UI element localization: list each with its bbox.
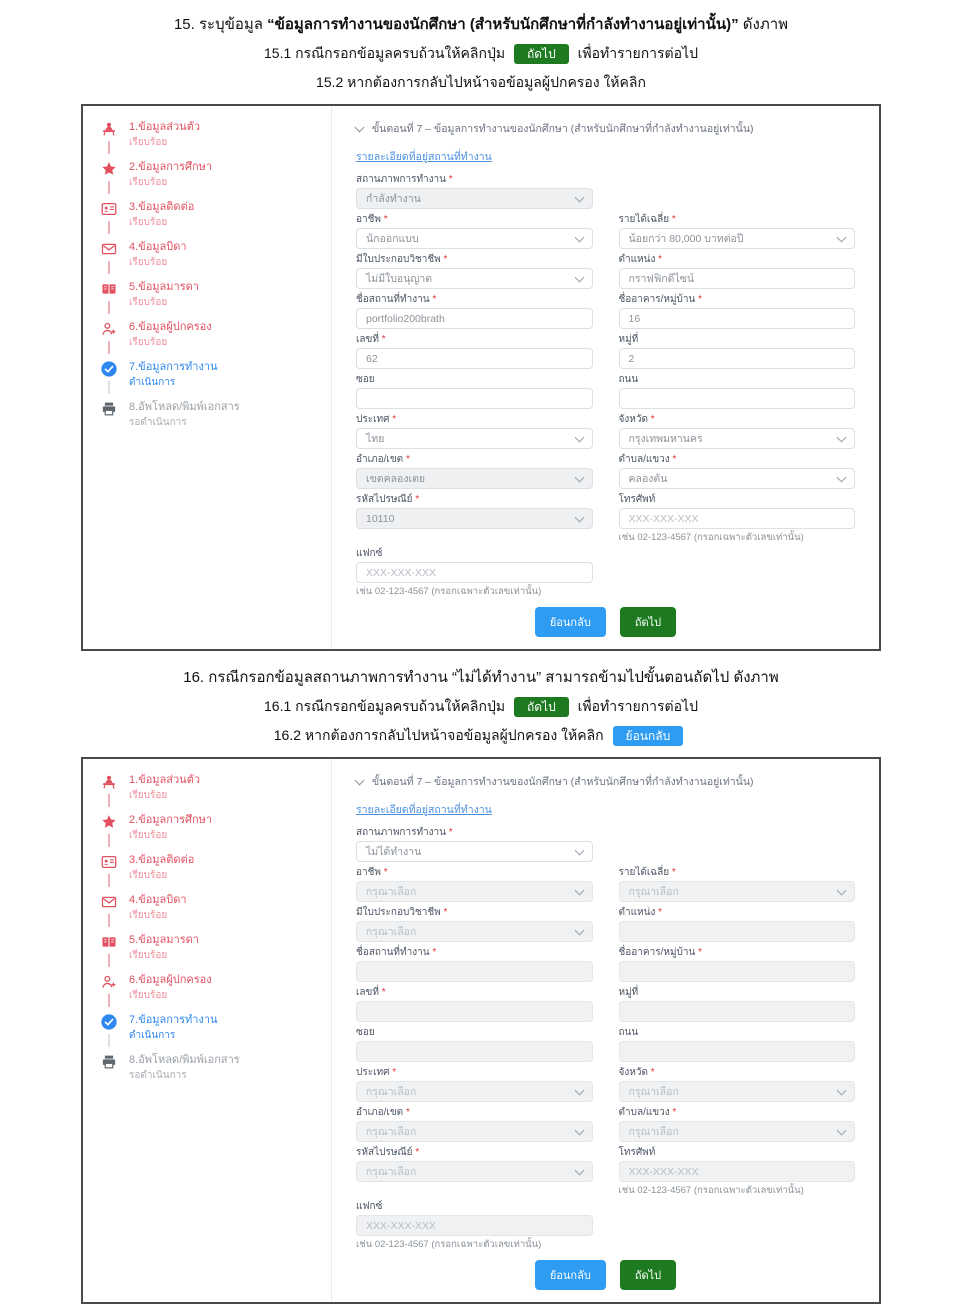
step-title: 4.ข้อมูลบิดา xyxy=(129,241,187,253)
status-select[interactable]: กำลังทำงาน xyxy=(356,188,593,209)
required-asterisk: * xyxy=(698,294,703,305)
required-asterisk: * xyxy=(443,254,448,265)
step-title: 3.ข้อมูลติดต่อ xyxy=(129,854,195,866)
step-status: เรียบร้อย xyxy=(129,910,168,921)
chevron-down-icon xyxy=(574,272,584,282)
workplace-input[interactable] xyxy=(356,308,593,329)
work-info-form xyxy=(332,106,879,649)
field-label: ประเทศ * xyxy=(356,1067,397,1078)
chevron-down-icon xyxy=(574,925,584,935)
required-asterisk: * xyxy=(658,254,663,265)
instruction-16-1 xyxy=(0,696,962,718)
field-license xyxy=(356,907,593,942)
check-circle-icon xyxy=(100,1013,118,1031)
step-title: 1.ข้อมูลส่วนตัว xyxy=(129,121,201,133)
postcode-select[interactable]: กรุณาเลือก xyxy=(356,1161,593,1182)
field-label: มีใบประกอบวิชาชีพ * xyxy=(356,254,448,265)
step-status: ดำเนินการ xyxy=(129,377,176,388)
form-actions xyxy=(356,607,855,637)
phone-input[interactable] xyxy=(619,1161,856,1182)
step-connector xyxy=(108,181,110,194)
district-select[interactable]: กรุณาเลือก xyxy=(356,1121,593,1142)
person-desk-icon xyxy=(100,773,118,791)
field-country xyxy=(356,1067,593,1102)
number-input[interactable] xyxy=(356,348,593,369)
sidebar-step-4[interactable] xyxy=(99,240,323,274)
field-status xyxy=(356,827,855,862)
back-button[interactable]: ย้อนกลับ xyxy=(535,607,606,637)
field-label: หมู่ที่ xyxy=(618,334,639,345)
field-subdistrict xyxy=(619,454,856,489)
field-occupation xyxy=(356,214,593,249)
field-road xyxy=(619,1027,856,1062)
workplace-address-link[interactable]: รายละเอียดที่อยู่สถานที่ทำงาน xyxy=(356,804,492,816)
field-label: แฟกซ์ xyxy=(356,1201,383,1212)
required-asterisk: * xyxy=(672,1107,677,1118)
required-asterisk: * xyxy=(671,214,676,225)
instruction-16-2-text: 16.2 หากต้องการกลับไปหน้าจอข้อมูลผู้ปกครอง ให้คลิก xyxy=(273,727,604,743)
field-label: ตำบล/แขวง * xyxy=(618,1107,677,1118)
step-status: เรียบร้อย xyxy=(129,297,168,308)
subdistrict-select[interactable]: กรุณาเลือก xyxy=(619,1121,856,1142)
check-circle-icon xyxy=(100,360,118,378)
building-input[interactable] xyxy=(619,308,856,329)
instruction-16-text: 16. กรณีกรอกข้อมูลสถานภาพการทำงาน “ไม่ได้ทำงาน” สามารถข้ามไปขั้นตอนถัดไป ดังภาพ xyxy=(183,669,779,686)
field-label: โทรศัพท์ xyxy=(618,1147,656,1158)
required-asterisk: * xyxy=(671,867,676,878)
sidebar-step-4[interactable] xyxy=(99,893,323,927)
field-label: ชื่ออาคาร/หมู่บ้าน * xyxy=(618,947,703,958)
field-label: ชื่อสถานที่ทำงาน * xyxy=(356,947,437,958)
sidebar-step-5[interactable] xyxy=(99,933,323,967)
chevron-down-icon xyxy=(574,885,584,895)
chevron-down-icon xyxy=(837,885,847,895)
required-asterisk: * xyxy=(448,174,453,185)
star-icon xyxy=(100,813,118,831)
status-select[interactable]: ไม่ได้ทำงาน xyxy=(356,841,593,862)
field-workplace xyxy=(356,294,593,329)
occupation-select[interactable]: นักออกแบบ xyxy=(356,228,593,249)
step-title: 2.ข้อมูลการศึกษา xyxy=(129,814,213,826)
required-asterisk: * xyxy=(650,1067,655,1078)
form-fields-grid xyxy=(356,827,855,1290)
number-input[interactable] xyxy=(356,1001,593,1022)
person-plus-icon xyxy=(100,973,118,991)
phone-format-hint: เช่น 02-123-4567 (กรอกเฉพาะตัวเลขเท่านั้น) xyxy=(618,1185,804,1196)
instruction-15-suffix: ดังภาพ xyxy=(742,16,789,33)
field-label: มีใบประกอบวิชาชีพ * xyxy=(356,907,448,918)
step-status: เรียบร้อย xyxy=(129,830,168,841)
required-asterisk: * xyxy=(381,334,386,345)
required-asterisk: * xyxy=(405,1107,410,1118)
step-connector xyxy=(108,834,110,847)
step-title: 1.ข้อมูลส่วนตัว xyxy=(129,774,201,786)
building-input[interactable] xyxy=(619,961,856,982)
field-province xyxy=(619,1067,856,1102)
field-fax xyxy=(356,1201,855,1250)
next-button-illustration: ถัดไป xyxy=(514,697,569,717)
printer-icon xyxy=(100,400,118,418)
sidebar-step-3[interactable] xyxy=(99,853,323,887)
phone-format-hint: เช่น 02-123-4567 (กรอกเฉพาะตัวเลขเท่านั้น) xyxy=(618,532,804,543)
field-road xyxy=(619,374,856,409)
sidebar-step-2[interactable] xyxy=(99,813,323,847)
step-connector xyxy=(108,874,110,887)
step-connector xyxy=(108,221,110,234)
person-desk-icon xyxy=(100,120,118,138)
soi-input[interactable] xyxy=(356,1041,593,1062)
field-number xyxy=(356,987,593,1022)
field-number xyxy=(356,334,593,369)
position-input[interactable] xyxy=(619,268,856,289)
required-asterisk: * xyxy=(432,947,437,958)
sidebar-step-8[interactable] xyxy=(99,400,323,429)
district-select[interactable]: เขตคลองเตย xyxy=(356,468,593,489)
step-title: 7.ข้อมูลการทำงาน xyxy=(129,1014,218,1026)
step-status: เรียบร้อย xyxy=(129,870,168,881)
field-subdistrict xyxy=(619,1107,856,1142)
step-status: เรียบร้อย xyxy=(129,137,168,148)
province-select[interactable]: กรุณาเลือก xyxy=(619,1081,856,1102)
field-occupation xyxy=(356,867,593,902)
workplace-input[interactable] xyxy=(356,961,593,982)
field-label: รายได้เฉลี่ย * xyxy=(618,214,676,225)
moo-input[interactable] xyxy=(619,1001,856,1022)
instruction-15-2-text: 15.2 หากต้องการกลับไปหน้าจอข้อมูลผู้ปกครอง ให้คลิก xyxy=(316,74,646,90)
field-label: ถนน xyxy=(618,374,639,385)
phone-input[interactable] xyxy=(619,508,856,529)
step-title: 4.ข้อมูลบิดา xyxy=(129,894,187,906)
step-connector xyxy=(108,301,110,314)
sidebar-step-7[interactable] xyxy=(99,1013,323,1047)
field-moo xyxy=(619,987,856,1022)
field-workplace xyxy=(356,947,593,982)
required-asterisk: * xyxy=(381,987,386,998)
occupation-select[interactable]: กรุณาเลือก xyxy=(356,881,593,902)
step-status: เรียบร้อย xyxy=(129,177,168,188)
printer-icon xyxy=(100,1053,118,1071)
required-asterisk: * xyxy=(443,907,448,918)
envelope-icon xyxy=(100,893,118,911)
fax-input[interactable] xyxy=(356,1215,593,1236)
next-button[interactable]: ถัดไป xyxy=(620,607,676,637)
field-label: รหัสไปรษณีย์ * xyxy=(356,1147,420,1158)
step-title: 3.ข้อมูลติดต่อ xyxy=(129,201,195,213)
sidebar-step-2[interactable] xyxy=(99,160,323,194)
field-district xyxy=(356,454,593,489)
field-income xyxy=(619,214,856,249)
field-label: ตำแหน่ง * xyxy=(618,907,663,918)
field-label: รหัสไปรษณีย์ * xyxy=(356,494,420,505)
field-label: ถนน xyxy=(618,1027,639,1038)
income-select[interactable]: กรุณาเลือก xyxy=(619,881,856,902)
sidebar-step-3[interactable] xyxy=(99,200,323,234)
step-status: เรียบร้อย xyxy=(129,217,168,228)
field-position xyxy=(619,907,856,942)
chevron-down-icon xyxy=(574,432,584,442)
required-asterisk: * xyxy=(448,827,453,838)
soi-input[interactable] xyxy=(356,388,593,409)
back-button[interactable]: ย้อนกลับ xyxy=(535,1260,606,1290)
chevron-down-icon xyxy=(574,1085,584,1095)
id-card-icon xyxy=(100,200,118,218)
instruction-16 xyxy=(0,665,962,689)
sidebar-step-6[interactable] xyxy=(99,973,323,1007)
instruction-15 xyxy=(0,12,962,36)
road-input[interactable] xyxy=(619,388,856,409)
required-asterisk: * xyxy=(658,907,663,918)
field-phone xyxy=(619,1147,856,1196)
required-asterisk: * xyxy=(650,414,655,425)
person-plus-icon xyxy=(100,320,118,338)
step-status: เรียบร้อย xyxy=(129,990,168,1001)
required-asterisk: * xyxy=(672,454,677,465)
field-label: ซอย xyxy=(356,1027,375,1038)
step-title: 8.อัพโหลด/พิมพ์เอกสาร xyxy=(129,401,240,413)
field-label: ตำแหน่ง * xyxy=(618,254,663,265)
field-label: ชื่ออาคาร/หมู่บ้าน * xyxy=(618,294,703,305)
step-connector xyxy=(108,954,110,967)
sidebar-step-8[interactable] xyxy=(99,1053,323,1082)
chevron-down-icon xyxy=(837,232,847,242)
workplace-address-link[interactable]: รายละเอียดที่อยู่สถานที่ทำงาน xyxy=(356,151,492,163)
next-button[interactable]: ถัดไป xyxy=(620,1260,676,1290)
field-label: รายได้เฉลี่ย * xyxy=(618,867,676,878)
step-status: รอดำเนินการ xyxy=(129,1070,187,1081)
subdistrict-select[interactable]: คลองตัน xyxy=(619,468,856,489)
chevron-down-icon xyxy=(355,775,365,785)
step-title: 8.อัพโหลด/พิมพ์เอกสาร xyxy=(129,1054,240,1066)
star-icon xyxy=(100,160,118,178)
step-title: 5.ข้อมูลมารดา xyxy=(129,934,199,946)
instruction-15-2 xyxy=(0,72,962,94)
instruction-15-bold: “ข้อมูลการทำงานของนักศึกษา (สำหรับนักศึกษาที่กำลังทำงานอยู่เท่านั้น)” xyxy=(267,16,739,33)
required-asterisk: * xyxy=(698,947,703,958)
field-income xyxy=(619,867,856,902)
sidebar-step-5[interactable] xyxy=(99,280,323,314)
required-asterisk: * xyxy=(383,214,388,225)
step-status: เรียบร้อย xyxy=(129,790,168,801)
chevron-down-icon xyxy=(574,472,584,482)
field-label: อาชีพ * xyxy=(356,214,388,225)
step-status: เรียบร้อย xyxy=(129,257,168,268)
field-label: อาชีพ * xyxy=(356,867,388,878)
field-label: จังหวัด * xyxy=(618,414,655,425)
license-select[interactable]: ไม่มีใบอนุญาต xyxy=(356,268,593,289)
required-asterisk: * xyxy=(415,1147,420,1158)
field-label: ตำบล/แขวง * xyxy=(618,454,677,465)
field-phone xyxy=(619,494,856,543)
step-7-title: ขั้นตอนที่ 7 – ข้อมูลการทำงานของนักศึกษา (สำหรับนักศึกษาที่กำลังทำงานอยู่เท่านั้น) xyxy=(372,776,754,788)
form-fields-grid xyxy=(356,174,855,637)
field-postcode xyxy=(356,1147,593,1196)
step-sidebar xyxy=(83,759,332,1302)
work-info-form xyxy=(332,759,879,1302)
step-title: 2.ข้อมูลการศึกษา xyxy=(129,161,213,173)
instruction-15-prefix: 15. ระบุข้อมูล xyxy=(173,16,263,33)
book-icon xyxy=(100,933,118,951)
collapse-header[interactable] xyxy=(356,120,855,137)
step-status: เรียบร้อย xyxy=(129,337,168,348)
book-icon xyxy=(100,280,118,298)
field-label: อำเภอ/เขต * xyxy=(356,454,410,465)
field-label: สถานภาพการทำงาน * xyxy=(356,827,453,838)
chevron-down-icon xyxy=(574,845,584,855)
step-title: 6.ข้อมูลผู้ปกครอง xyxy=(129,974,212,986)
chevron-down-icon xyxy=(574,1125,584,1135)
back-button-illustration: ย้อนกลับ xyxy=(613,726,684,746)
step-connector xyxy=(108,1034,110,1047)
required-asterisk: * xyxy=(405,454,410,465)
field-label: เลขที่ * xyxy=(356,987,386,998)
envelope-icon xyxy=(100,240,118,258)
phone-format-hint: เช่น 02-123-4567 (กรอกเฉพาะตัวเลขเท่านั้น) xyxy=(356,586,542,597)
field-postcode xyxy=(356,494,593,543)
chevron-down-icon xyxy=(837,1125,847,1135)
sidebar-step-7[interactable] xyxy=(99,360,323,394)
instruction-15-1-pre: 15.1 กรณีกรอกข้อมูลครบถ้วนให้คลิกปุ่ม xyxy=(264,45,506,61)
chevron-down-icon xyxy=(837,1085,847,1095)
chevron-down-icon xyxy=(574,192,584,202)
field-soi xyxy=(356,1027,593,1062)
required-asterisk: * xyxy=(415,494,420,505)
chevron-down-icon xyxy=(574,512,584,522)
step-connector xyxy=(108,994,110,1007)
step-sidebar xyxy=(83,106,332,649)
field-label: หมู่ที่ xyxy=(618,987,639,998)
step-status: ดำเนินการ xyxy=(129,1030,176,1041)
required-asterisk: * xyxy=(383,867,388,878)
field-fax xyxy=(356,548,855,597)
field-label: อำเภอ/เขต * xyxy=(356,1107,410,1118)
required-asterisk: * xyxy=(392,1067,397,1078)
field-status xyxy=(356,174,855,209)
step-connector xyxy=(108,261,110,274)
license-select[interactable]: กรุณาเลือก xyxy=(356,921,593,942)
sidebar-step-1[interactable] xyxy=(99,773,323,807)
postcode-select[interactable]: 10110 xyxy=(356,508,593,529)
step-connector xyxy=(108,914,110,927)
step-connector xyxy=(108,341,110,354)
chevron-down-icon xyxy=(574,232,584,242)
field-district xyxy=(356,1107,593,1142)
fax-input[interactable] xyxy=(356,562,593,583)
screenshot-working-form xyxy=(81,104,881,651)
field-soi xyxy=(356,374,593,409)
country-select[interactable]: ไทย xyxy=(356,428,593,449)
country-select[interactable]: กรุณาเลือก xyxy=(356,1081,593,1102)
field-building xyxy=(619,294,856,329)
form-actions xyxy=(356,1260,855,1290)
phone-format-hint: เช่น 02-123-4567 (กรอกเฉพาะตัวเลขเท่านั้น) xyxy=(356,1239,542,1250)
screenshot-not-working-form xyxy=(81,757,881,1304)
instruction-16-1-post: เพื่อทำรายการต่อไป xyxy=(577,698,698,714)
province-select[interactable]: กรุงเทพมหานคร xyxy=(619,428,856,449)
chevron-down-icon xyxy=(837,472,847,482)
required-asterisk: * xyxy=(432,294,437,305)
income-select[interactable]: น้อยกว่า 80,000 บาทต่อปี xyxy=(619,228,856,249)
step-title: 6.ข้อมูลผู้ปกครอง xyxy=(129,321,212,333)
step-7-title: ขั้นตอนที่ 7 – ข้อมูลการทำงานของนักศึกษา (สำหรับนักศึกษาที่กำลังทำงานอยู่เท่านั้น) xyxy=(372,123,754,135)
step-title: 5.ข้อมูลมารดา xyxy=(129,281,199,293)
field-moo xyxy=(619,334,856,369)
chevron-down-icon xyxy=(574,1165,584,1175)
field-label: ประเทศ * xyxy=(356,414,397,425)
step-connector xyxy=(108,141,110,154)
field-building xyxy=(619,947,856,982)
field-label: จังหวัด * xyxy=(618,1067,655,1078)
instruction-15-1-post: เพื่อทำรายการต่อไป xyxy=(577,45,698,61)
field-province xyxy=(619,414,856,449)
step-status: เรียบร้อย xyxy=(129,950,168,961)
position-input[interactable] xyxy=(619,921,856,942)
field-country xyxy=(356,414,593,449)
road-input[interactable] xyxy=(619,1041,856,1062)
step-status: รอดำเนินการ xyxy=(129,417,187,428)
field-position xyxy=(619,254,856,289)
collapse-header[interactable] xyxy=(356,773,855,790)
moo-input[interactable] xyxy=(619,348,856,369)
sidebar-step-1[interactable] xyxy=(99,120,323,154)
instruction-15-1 xyxy=(0,43,962,65)
sidebar-step-6[interactable] xyxy=(99,320,323,354)
next-button-illustration: ถัดไป xyxy=(514,44,569,64)
step-title: 7.ข้อมูลการทำงาน xyxy=(129,361,218,373)
step-connector xyxy=(108,794,110,807)
field-label: แฟกซ์ xyxy=(356,548,383,559)
field-label: สถานภาพการทำงาน * xyxy=(356,174,453,185)
field-label: เลขที่ * xyxy=(356,334,386,345)
instruction-16-1-pre: 16.1 กรณีกรอกข้อมูลครบถ้วนให้คลิกปุ่ม xyxy=(264,698,506,714)
required-asterisk: * xyxy=(392,414,397,425)
field-label: ซอย xyxy=(356,374,375,385)
field-label: ชื่อสถานที่ทำงาน * xyxy=(356,294,437,305)
id-card-icon xyxy=(100,853,118,871)
instruction-16-2 xyxy=(0,725,962,747)
field-license xyxy=(356,254,593,289)
step-connector xyxy=(108,381,110,394)
field-label: โทรศัพท์ xyxy=(618,494,656,505)
chevron-down-icon xyxy=(355,122,365,132)
chevron-down-icon xyxy=(837,432,847,442)
